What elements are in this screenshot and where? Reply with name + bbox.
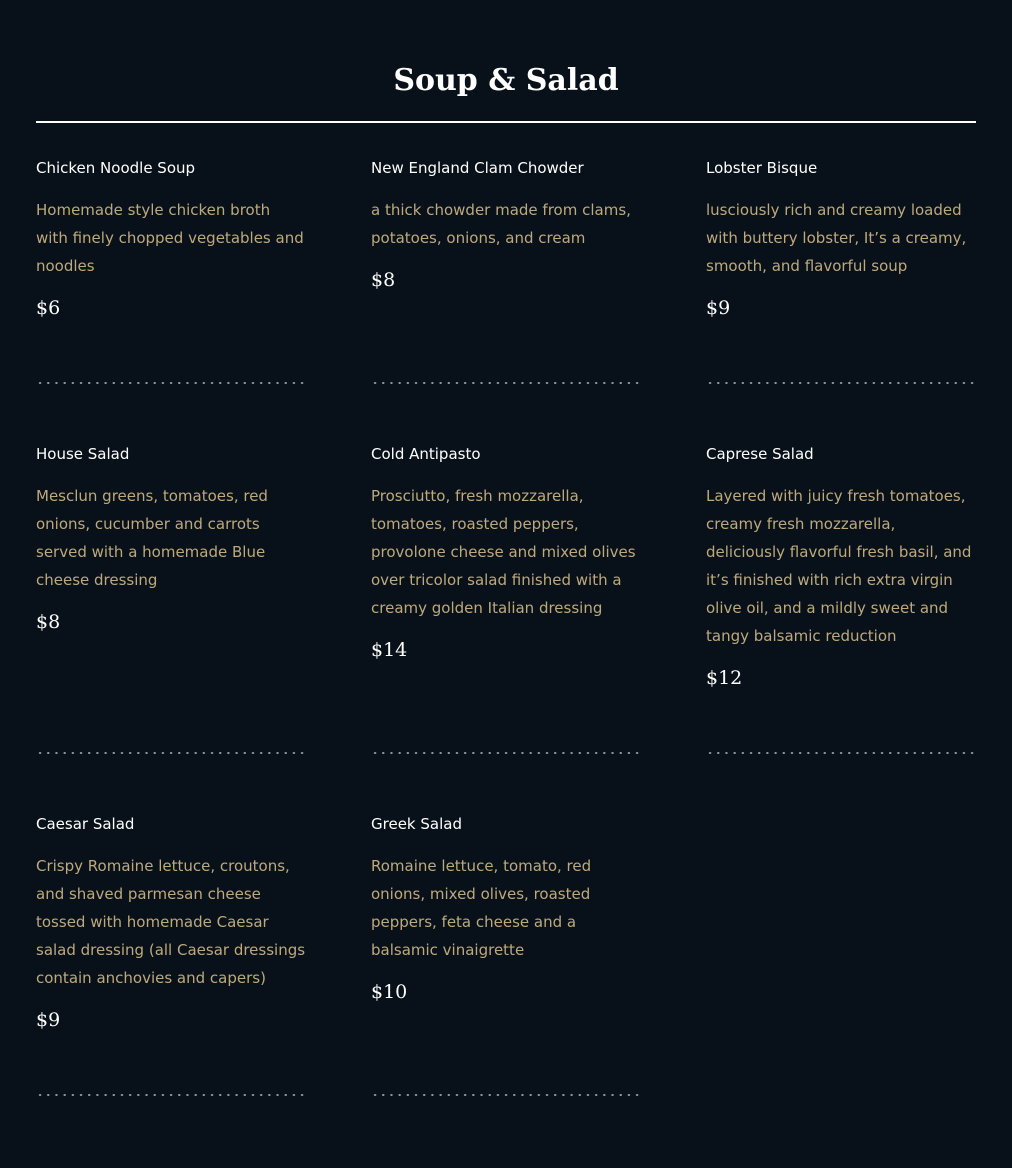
menu-item-chicken-noodle-soup	[36, 156, 306, 320]
menu-item-description: Layered with juicy fresh tomatoes, creamy fresh mozzarella, deliciously flavorful fresh basil, and it’s finished with rich extra virgin olive oil, and a mildly sweet and tangy balsamic reduction	[706, 487, 972, 645]
menu-item-caprese-salad	[706, 442, 976, 690]
menu-item-description: Mesclun greens, tomatoes, red onions, cucumber and carrots served with a homemade Blue cheese dressing	[36, 487, 268, 589]
menu-item-description: Romaine lettuce, tomato, red onions, mixed olives, roasted peppers, feta cheese and a balsamic vinaigrette	[371, 857, 592, 959]
menu-item-description: Homemade style chicken broth with finely chopped vegetables and noodles	[36, 201, 304, 275]
menu-item-name: New England Clam Chowder	[371, 159, 584, 177]
dotted-divider	[371, 1094, 641, 1096]
menu-item-new-england-clam-chowder	[371, 156, 641, 292]
menu-item-description: lusciously rich and creamy loaded with buttery lobster, It’s a creamy, smooth, and flavorful soup	[706, 201, 967, 275]
menu-item-caesar-salad	[36, 812, 306, 1032]
menu-item-name: Cold Antipasto	[371, 445, 481, 463]
menu-item-price: $6	[36, 297, 61, 319]
menu-item-price: $8	[371, 269, 396, 291]
dotted-divider	[36, 1094, 306, 1096]
dotted-divider	[706, 752, 976, 754]
menu-item-name: Caprese Salad	[706, 445, 814, 463]
menu-item-greek-salad	[371, 812, 641, 1004]
menu-item-cold-antipasto	[371, 442, 641, 662]
menu-item-price: $9	[706, 297, 731, 319]
menu-item-price: $8	[36, 611, 61, 633]
menu-item-price: $12	[706, 667, 743, 689]
section-title: Soup & Salad	[393, 63, 619, 98]
menu-item-name: Caesar Salad	[36, 815, 135, 833]
menu-item-price: $9	[36, 1009, 61, 1031]
menu-item-description: a thick chowder made from clams, potatoes, onions, and cream	[371, 201, 631, 247]
menu-item-house-salad	[36, 442, 306, 634]
menu-item-price: $10	[371, 981, 408, 1003]
dotted-divider	[706, 382, 976, 384]
menu-item-description: Crispy Romaine lettuce, croutons, and shaved parmesan cheese tossed with homemade Caesar salad dressing (all Caesar dressings contain anchovies and capers)	[36, 857, 306, 987]
menu-item-name: Greek Salad	[371, 815, 462, 833]
title-rule	[36, 121, 976, 123]
menu-item-lobster-bisque	[706, 156, 976, 320]
dotted-divider	[36, 752, 306, 754]
menu-item-price: $14	[371, 639, 408, 661]
menu-item-name: House Salad	[36, 445, 130, 463]
dotted-divider	[36, 382, 306, 384]
menu-item-name: Lobster Bisque	[706, 159, 818, 177]
menu-item-name: Chicken Noodle Soup	[36, 159, 196, 177]
dotted-divider	[371, 382, 641, 384]
menu-item-description: Prosciutto, fresh mozzarella, tomatoes, roasted peppers, provolone cheese and mixed olives over tricolor salad finished with a creamy golden Italian dressing	[371, 487, 636, 617]
dotted-divider	[371, 752, 641, 754]
